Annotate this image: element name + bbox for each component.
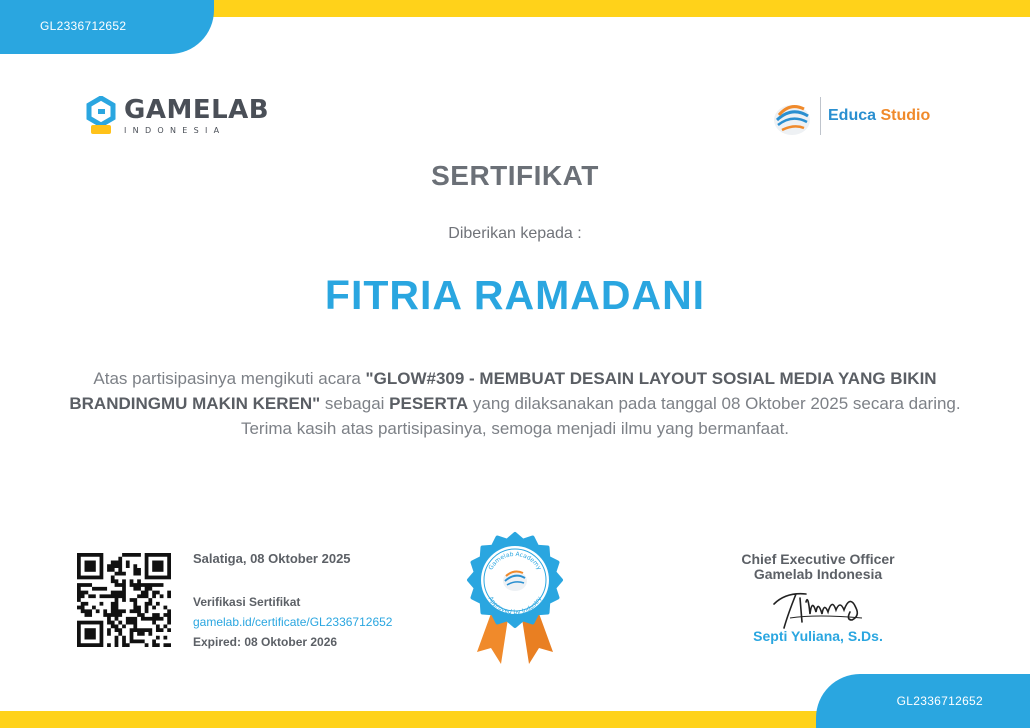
signatory-title-1: Chief Executive Officer (741, 551, 895, 567)
certificate-body (60, 366, 970, 441)
educa-logo-part2: Studio (876, 107, 931, 124)
educa-logo-part1: Educa (828, 107, 877, 124)
educa-studio-logo (770, 94, 930, 138)
recipient-name: FITRIA RAMADANI (324, 272, 706, 318)
certificate-id-bottom: GL2336712652 (896, 694, 983, 708)
logo-divider (820, 97, 821, 135)
qr-code-icon (77, 553, 171, 647)
body-as: sebagai (320, 394, 390, 413)
educa-studio-logo-icon (770, 94, 816, 138)
verification-link[interactable]: gamelab.id/certificate/GL2336712652 (193, 615, 393, 629)
place-date: Salatiga, 08 Oktober 2025 (193, 551, 351, 566)
body-rest: yang dilaksanakan pada tanggal 08 Oktober 2025 secara daring. Terima kasih atas partisipasinya, semoga menjadi ilmu yang bermanfaat. (240, 394, 961, 438)
body-intro: Atas partisipasinya mengikuti acara (93, 369, 366, 388)
bottom-id-tab (816, 674, 1030, 728)
signatory-name: Septi Yuliana, S.Ds. (753, 628, 883, 644)
badge-text-top: Gamelab Academy (487, 550, 543, 572)
expiry-date: Expired: 08 Oktober 2026 (193, 635, 338, 649)
top-id-tab (0, 0, 214, 54)
gamelab-logo-sub: INDONESIA (124, 126, 226, 135)
approval-badge-icon (463, 528, 567, 668)
gamelab-logo-icon (86, 96, 116, 136)
signatory-title-2: Gamelab Indonesia (753, 566, 883, 582)
educa-studio-logo-name (828, 107, 930, 125)
participant-role: PESERTA (389, 394, 469, 413)
gamelab-logo (86, 96, 269, 136)
signatory-block (700, 552, 936, 644)
event-title: "GLOW#309 - MEMBUAT DESAIN LAYOUT SOSIAL MEDIA YANG BIKIN BRANDINGMU MAKIN KEREN" (69, 369, 937, 413)
certificate-id-top: GL2336712652 (40, 19, 127, 33)
verification-label: Verifikasi Sertifikat (193, 595, 301, 609)
given-to-label: Diberikan kepada : (448, 225, 582, 242)
badge-text-bottom: Approved by Industry (486, 595, 544, 617)
verification-info (193, 551, 453, 649)
certificate-title: SERTIFIKAT (431, 160, 599, 191)
gamelab-logo-name: GAMELAB (124, 95, 270, 125)
signature-icon (766, 584, 870, 630)
